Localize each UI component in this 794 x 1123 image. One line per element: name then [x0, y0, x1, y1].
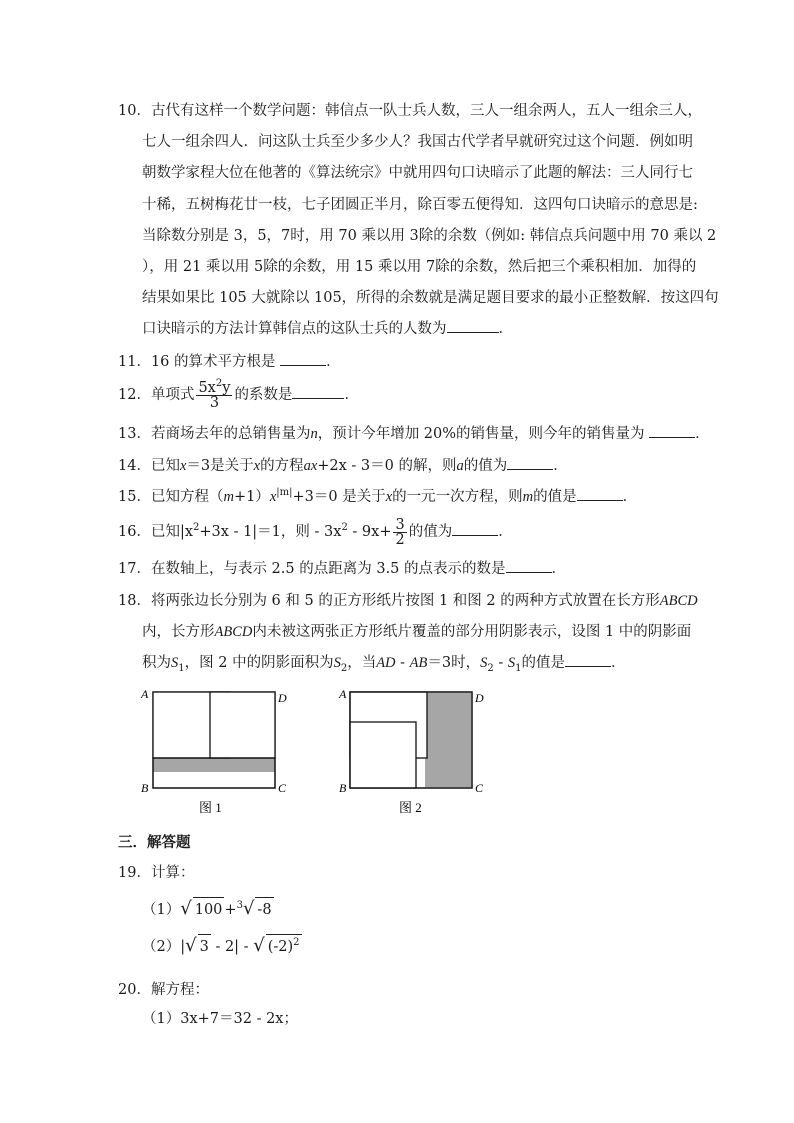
- q10-end: ．: [498, 321, 513, 338]
- q15-end: ．: [622, 489, 638, 505]
- q11-text: 16 的算术平方根是: [150, 354, 276, 370]
- question-13: [118, 419, 710, 450]
- q16-b: +3x - 1|＝1，则 - 3x: [199, 524, 342, 540]
- q18-line-3e: 的值是: [521, 655, 565, 672]
- section-3-title: 三．解答题: [118, 835, 191, 851]
- q10-number: 10．: [118, 103, 151, 119]
- q20-p1-label: （1）: [142, 1011, 181, 1027]
- answer-blank-10[interactable]: [447, 318, 499, 333]
- figure-1-label-a: A: [141, 687, 149, 701]
- figure-2-label-a: A: [339, 687, 347, 701]
- q13-end: ．: [695, 426, 710, 442]
- answer-blank-15[interactable]: [577, 486, 623, 501]
- q19-p2-label: （2）: [142, 939, 181, 955]
- q13-text-b: ，预计今年增加 20%的销售量，则今年的销售量为: [317, 426, 645, 442]
- q18-s2b-sub: 2: [487, 663, 494, 675]
- q15-i: 的值是: [533, 489, 577, 505]
- q14-number: 14．: [118, 458, 151, 474]
- sqrt-icon: √: [185, 935, 197, 956]
- q12-before: 单项式: [150, 387, 195, 403]
- q19-p2-middle: - 2| -: [210, 939, 254, 955]
- q18-s2b-letter: S: [480, 655, 488, 672]
- q17-text: 在数轴上，与表示 2.5 的点距离为 3.5 的点表示的数是: [150, 561, 506, 577]
- q16-c: - 9x+: [347, 524, 392, 540]
- q17-number: 17．: [118, 561, 151, 577]
- q18-line-3c: ，当: [347, 655, 377, 672]
- q14-c: ＝3是关于: [186, 458, 254, 474]
- q18-line-1: 将两张边长分别为 6 和 5 的正方形纸片按图 1 和图 2 的两种方式放置在长方形: [150, 593, 660, 609]
- figure-1-label-c: C: [278, 781, 287, 795]
- q13-text-a: 若商场去年的总销售量为: [150, 426, 311, 442]
- question-15: [118, 482, 678, 513]
- q18-ab: AB: [409, 655, 428, 672]
- q18-line-3d: ＝3时，: [427, 655, 481, 672]
- q16-fraction: [393, 518, 406, 547]
- q20-text: 解方程：: [150, 982, 209, 998]
- q15-number: 15．: [118, 489, 151, 505]
- q14-f: ax: [303, 458, 318, 474]
- q16-b-exponent: 2: [341, 522, 348, 534]
- q20-number: 20．: [118, 982, 151, 998]
- q18-end: ．: [611, 655, 626, 672]
- q16-end: ．: [498, 524, 513, 540]
- q12-fraction: [196, 377, 232, 411]
- question-11: [118, 347, 678, 378]
- answer-blank-11[interactable]: [280, 351, 326, 366]
- q19-p2-radicand-2: (-2): [267, 939, 294, 955]
- q14-d: x: [253, 458, 261, 474]
- q15-c: +1）: [233, 489, 270, 505]
- q18-number: 18．: [118, 593, 151, 609]
- q16-d: 的值为: [408, 524, 453, 540]
- q10-line-4: 十稀，五树梅花廿一枝，七子团圆正半月，除百零五便得知．这四句口诀暗示的意思是:: [142, 196, 698, 213]
- question-12: [118, 377, 678, 411]
- q12-numerator-tail: y: [222, 379, 231, 396]
- figure-1-label-d: D: [278, 691, 287, 705]
- q19-p2-bar: |: [180, 939, 186, 955]
- q12-after: 的系数是: [234, 387, 293, 403]
- q15-e: +3＝0 是关于: [292, 489, 386, 505]
- q19-p1-radicand: 100: [193, 897, 225, 922]
- q12-denominator: 3: [209, 394, 220, 411]
- q18-ad: AD: [376, 655, 396, 672]
- figure-1-caption: 图 1: [199, 800, 222, 815]
- q11-end: ．: [326, 354, 341, 370]
- q15-h: m: [522, 489, 534, 505]
- q16-number: 16．: [118, 524, 151, 540]
- q18-line-1-var: ABCD: [659, 593, 698, 609]
- q19-part-2: [142, 934, 302, 959]
- q18-s1b-sub: 1: [515, 663, 522, 675]
- question-18: [118, 586, 698, 680]
- q15-a: 已知方程（: [150, 489, 224, 505]
- q14-b: x: [179, 458, 187, 474]
- answer-blank-16[interactable]: [452, 521, 498, 536]
- q18-s1-sub: 1: [178, 663, 185, 675]
- q10-line-5: 当除数分别是 3，5，7时，用 70 乘以用 3除的余数（例如: 韩信点兵问题中用 70 乘以 2: [142, 227, 717, 244]
- q19-text: 计算：: [150, 865, 195, 881]
- q10-line-7: 结果如果比 105 大就除以 105，所得的余数就是满足题目要求的最小正整数解．按这四句: [142, 290, 719, 307]
- q14-e: 的方程: [260, 458, 304, 474]
- q11-number: 11．: [118, 354, 151, 370]
- q10-line-1: 古代有这样一个数学问题：韩信点一队士兵人数，三人一组余两人，五人一组余三人，: [150, 103, 702, 119]
- figure-2-label-d: D: [475, 691, 484, 705]
- figure-2: [338, 687, 484, 815]
- q18-line-3b: ，图 2 中的阴影面积为: [184, 655, 334, 672]
- figure-2-label-c: C: [475, 781, 484, 795]
- answer-blank-17[interactable]: [506, 558, 552, 573]
- sqrt-icon: √: [180, 898, 192, 919]
- figure-1: [140, 687, 287, 815]
- answer-blank-13[interactable]: [649, 423, 695, 438]
- q10-line-8: 口诀暗示的方法计算韩信点的这队士兵的人数为: [142, 321, 447, 338]
- cube-root-icon: √: [242, 898, 255, 919]
- q18-line-3a: 积为: [142, 655, 171, 672]
- sqrt-icon: √: [253, 935, 265, 956]
- answer-blank-18[interactable]: [565, 652, 611, 667]
- q15-f: x: [385, 489, 393, 505]
- q18-line-2-var: ABCD: [214, 624, 253, 641]
- q18-s2-sub: 2: [340, 663, 348, 675]
- figures-svg: [135, 684, 495, 824]
- q13-var-n: n: [310, 426, 318, 442]
- q13-number: 13．: [118, 426, 151, 442]
- q16-a-exponent: 2: [193, 522, 200, 534]
- q10-line-2: 七人一组余四人．问这队士兵至少多少人？我国古代学者早就研究过这个问题．例如明: [142, 134, 693, 151]
- q18-minus-2: -: [493, 655, 508, 672]
- q18-s1-letter: S: [171, 655, 179, 672]
- question-14: [118, 451, 678, 482]
- q16-denominator: 2: [395, 531, 405, 548]
- q19-p1-radicand-2: -8: [255, 897, 273, 922]
- figure-2-shade: [425, 692, 472, 788]
- q12-end: ．: [344, 387, 359, 403]
- q10-line-6: ），用 21 乘以用 5除的余数，用 15 乘以用 7除的余数，然后把三个乘积相加．加得的: [142, 259, 697, 276]
- figure-1-label-b: B: [141, 781, 149, 795]
- answer-blank-14[interactable]: [507, 455, 553, 470]
- q12-numerator-exponent: 2: [215, 377, 223, 389]
- q15-b: m: [223, 489, 234, 505]
- q14-g: +2x - 3＝0 的解，则: [317, 458, 457, 474]
- q19-p1-label: （1）: [142, 902, 181, 918]
- question-19: [118, 858, 678, 889]
- q20-part-1: [142, 1007, 298, 1031]
- figure-2-square-large: [350, 722, 416, 788]
- q19-part-1: [142, 897, 274, 922]
- q14-end: ．: [553, 458, 568, 474]
- q19-number: 19．: [118, 865, 151, 881]
- q19-p2-exponent: 2: [293, 937, 300, 949]
- figure-1-square-small: [210, 692, 275, 758]
- figure-2-caption: 图 2: [399, 800, 422, 815]
- q18-s1b-letter: S: [507, 655, 516, 672]
- q10-line-3: 朝数学家程大位在他著的《算法统宗》中就用四句口诀暗示了此题的解法：三人同行七: [142, 165, 693, 182]
- q18-minus-1: -: [395, 655, 410, 672]
- q15-d: x: [269, 489, 277, 505]
- q15-g: 的一元一次方程，则: [392, 489, 523, 505]
- q17-end: ．: [551, 561, 567, 577]
- answer-blank-12[interactable]: [292, 384, 344, 399]
- q20-p1-text: 3x+7＝32 - 2x；: [180, 1011, 298, 1027]
- question-10: [118, 96, 719, 346]
- q19-p1-root-index: 3: [236, 900, 243, 912]
- question-20: [118, 975, 678, 1006]
- q16-numerator: 3: [395, 516, 405, 533]
- figure-2-label-b: B: [339, 781, 347, 795]
- q18-line-2a: 内，长方形: [142, 624, 215, 641]
- q14-h: a: [456, 458, 464, 474]
- q14-i: 的值为: [463, 458, 508, 474]
- q12-number: 12．: [118, 387, 151, 403]
- q14-a: 已知: [150, 458, 180, 474]
- q16-a: 已知|x: [150, 524, 194, 540]
- q18-line-2b: 内未被这两张正方形纸片覆盖的部分用阴影表示，设图 1 中的阴影面: [252, 624, 692, 641]
- q19-p2-radicand: 3: [198, 934, 211, 959]
- question-16: [118, 517, 678, 548]
- q19-p1-plus: +: [224, 902, 237, 918]
- q12-numerator: 5x: [198, 379, 216, 396]
- question-17: [118, 554, 678, 585]
- q15-exponent: |m|: [276, 487, 293, 499]
- q18-s2-letter: S: [333, 655, 341, 672]
